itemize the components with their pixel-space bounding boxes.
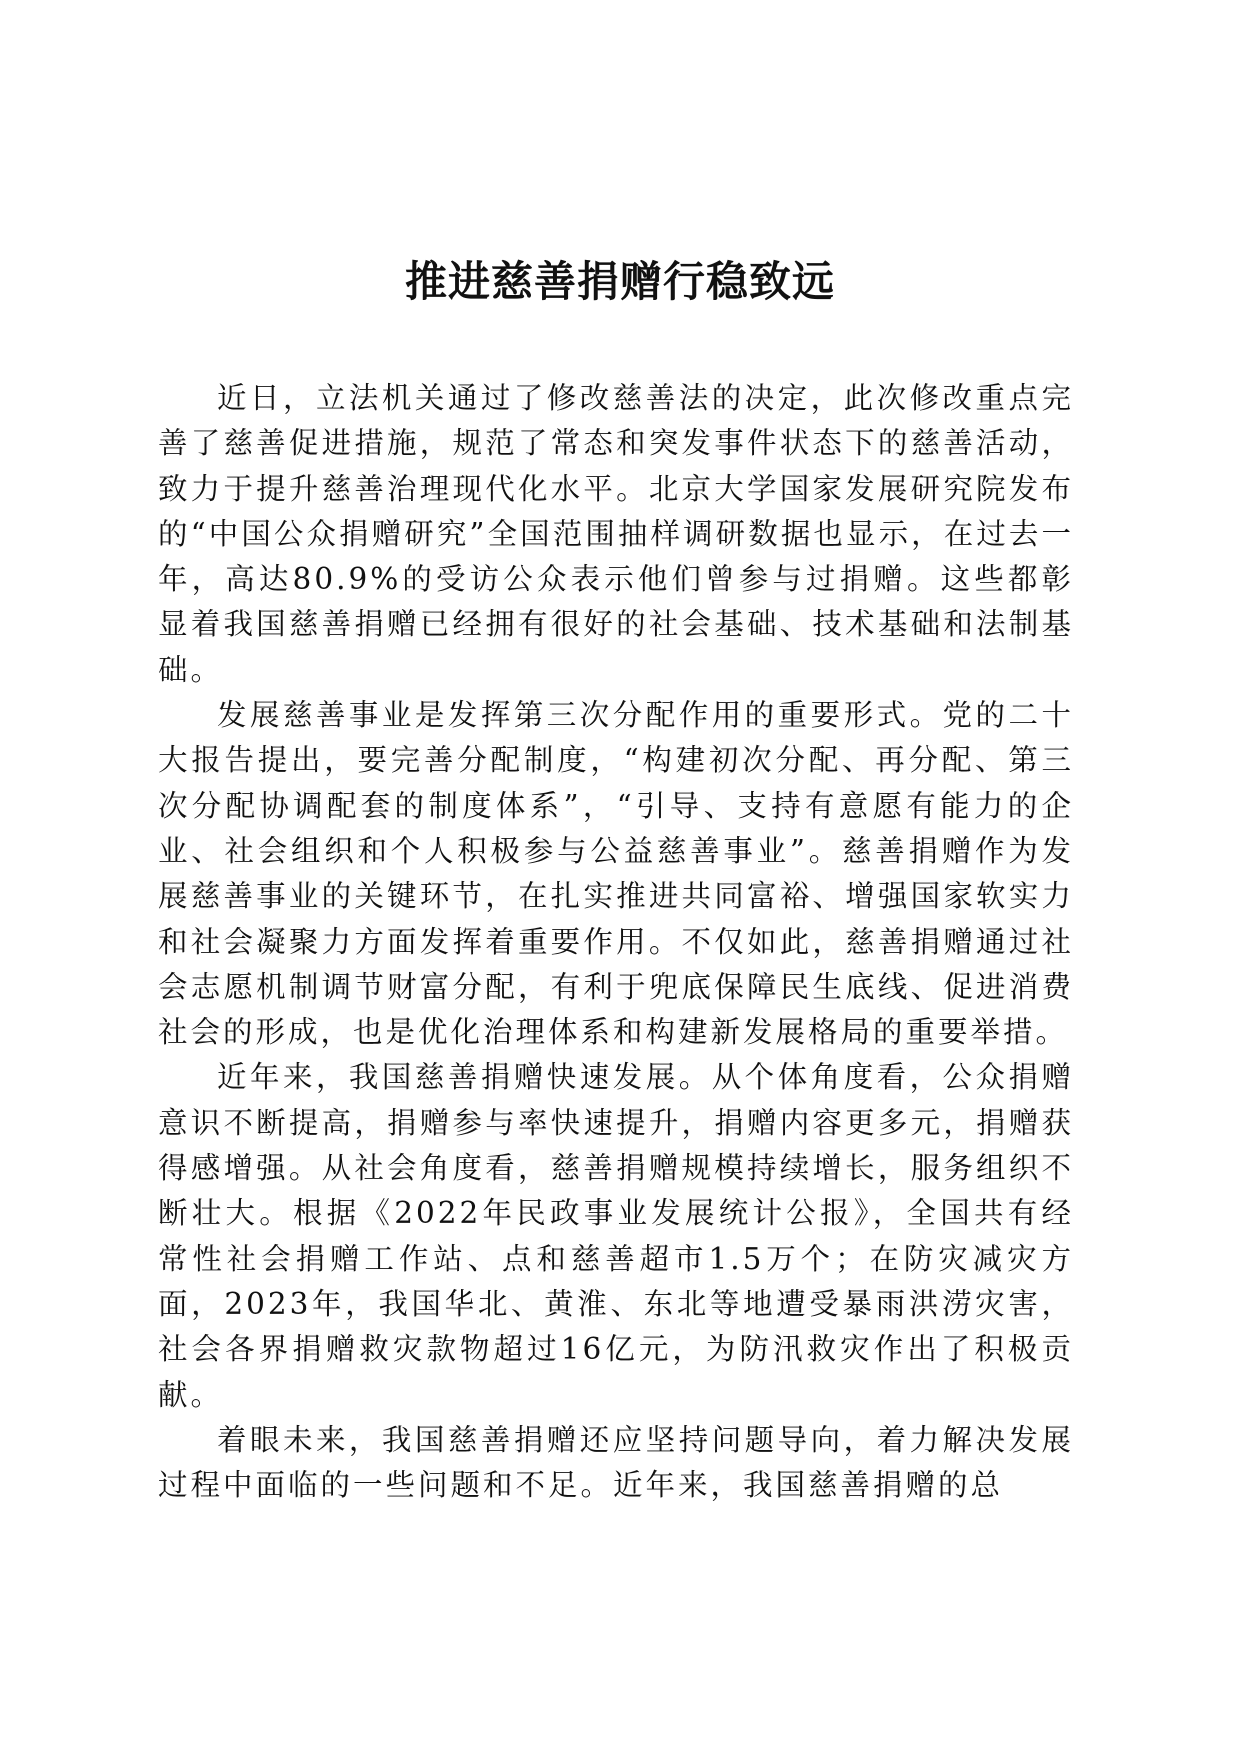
paragraph-1: 近日，立法机关通过了修改慈善法的决定，此次修改重点完善了慈善促进措施，规范了常态和突发事件状态下的慈善活动，致力于提升慈善治理现代化水平。北京大学国家发展研究院发布的“中国公众捐赠研究”全国范围抽样调研数据也显示，在过去一年，高达80.9%的受访公众表示他们曾参与过捐赠。这些都彰显着我国慈善捐赠已经拥有很好的社会基础、技术基础和法制基础。	[158, 381, 1074, 687]
paragraph-2: 发展慈善事业是发挥第三次分配作用的重要形式。党的二十大报告提出，要完善分配制度，“构建初次分配、再分配、第三次分配协调配套的制度体系”，“引导、支持有意愿有能力的企业、社会组织和个人积极参与公益慈善事业”。慈善捐赠作为发展慈善事业的关键环节，在扎实推进共同富裕、增强国家软实力和社会凝聚力方面发挥着重要作用。不仅如此，慈善捐赠通过社会志愿机制调节财富分配，有利于兜底保障民生底线、促进消费社会的形成，也是优化治理体系和构建新发展格局的重要举措。	[158, 698, 1074, 1050]
paragraph-4: 着眼未来，我国慈善捐赠还应坚持问题导向，着力解决发展过程中面临的一些问题和不足。近年来，我国慈善捐赠的总	[158, 1422, 1074, 1503]
paragraph-3: 近年来，我国慈善捐赠快速发展。从个体角度看，公众捐赠意识不断提高，捐赠参与率快速提升，捐赠内容更多元，捐赠获得感增强。从社会角度看，慈善捐赠规模持续增长，服务组织不断壮大。根据《2022年民政事业发展统计公报》，全国共有经常性社会捐赠工作站、点和慈善超市1.5万个；在防灾减灾方面，2023年，我国华北、黄淮、东北等地遭受暴雨洪涝灾害，社会各界捐赠救灾款物超过16亿元，为防汛救灾作出了积极贡献。	[158, 1060, 1074, 1412]
document-body	[158, 376, 1074, 1508]
document-title: 推进慈善捐赠行稳致远	[404, 257, 835, 306]
